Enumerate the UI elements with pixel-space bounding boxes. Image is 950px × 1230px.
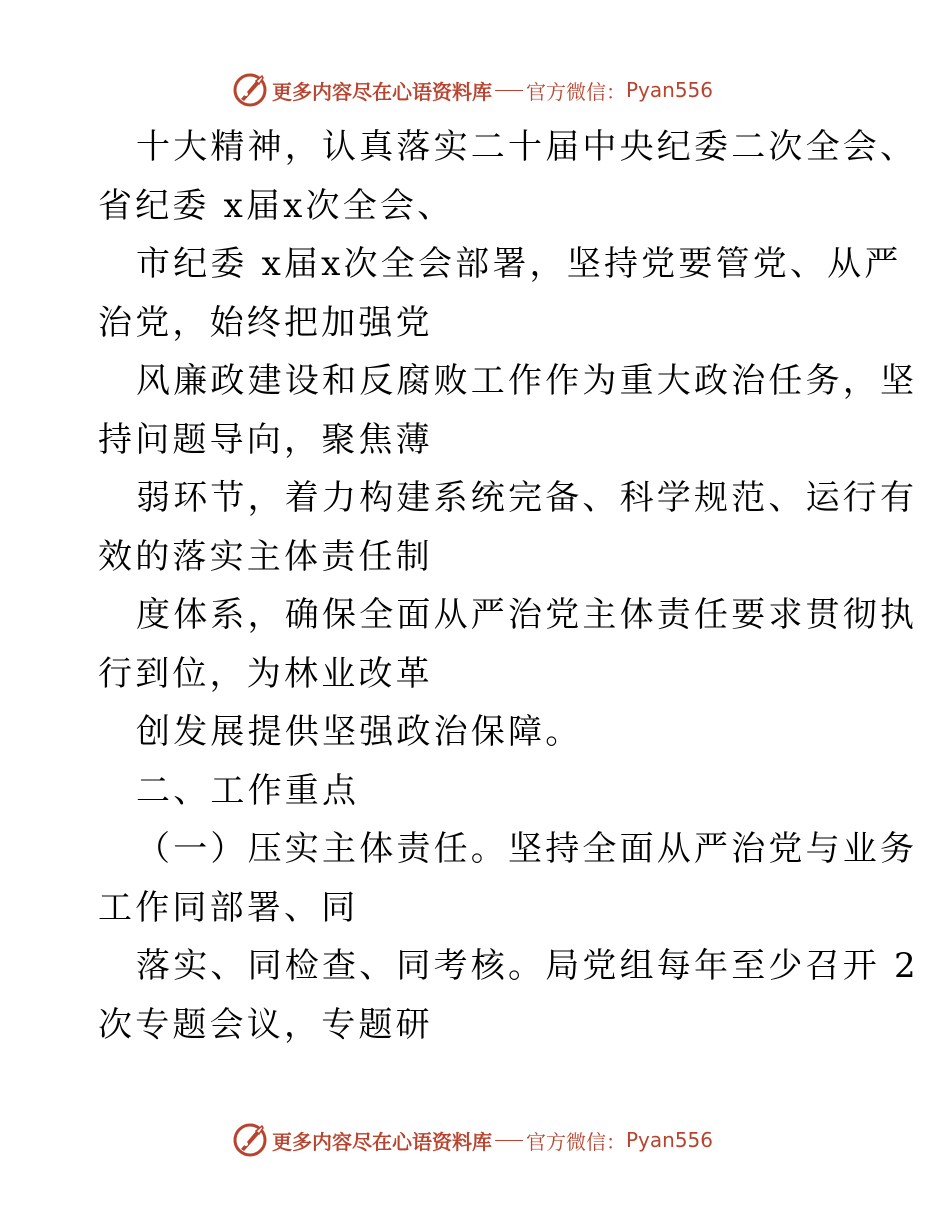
text-line: 风廉政建设和反腐败工作作为重大政治任务，坚 bbox=[136, 361, 918, 401]
text-line: 弱环节，着力构建系统完备、科学规范、运行有 bbox=[136, 478, 918, 518]
text-line: 治党，始终把加强党 bbox=[98, 302, 433, 343]
document-body bbox=[98, 118, 919, 1054]
footer-watermark bbox=[232, 1122, 713, 1158]
watermark-official-label: 官方微信： bbox=[526, 79, 626, 104]
watermark-brand-text: 更多内容尽在心语资料库 bbox=[272, 79, 492, 104]
text-line: 十大精神，认真落实二十届中央纪委二次全会、 bbox=[136, 127, 918, 167]
watermark-account-id: Pyan556 bbox=[626, 78, 714, 102]
watermark-separator bbox=[495, 90, 523, 91]
watermark-separator bbox=[495, 1140, 523, 1141]
watermark-official-label: 官方微信： bbox=[526, 1129, 626, 1154]
text-line: 度体系，确保全面从严治党主体责任要求贯彻执 bbox=[136, 595, 918, 635]
text-line: 持问题导向，聚焦薄 bbox=[98, 419, 433, 460]
text-line: 效的落实主体责任制 bbox=[98, 536, 433, 577]
watermark-brand-text: 更多内容尽在心语资料库 bbox=[272, 1129, 492, 1154]
text-line: 行到位，为林业改革 bbox=[98, 653, 433, 694]
text-line: （一）压实主体责任。坚持全面从严治党与业务 bbox=[136, 829, 918, 869]
text-line: 创发展提供坚强政治保障。 bbox=[136, 712, 583, 752]
text-line: 省纪委 x届x次全会、 bbox=[98, 185, 455, 226]
text-line: 次专题会议，专题研 bbox=[98, 1004, 433, 1045]
quill-logo-icon bbox=[232, 72, 268, 108]
watermark-account-id: Pyan556 bbox=[626, 1128, 714, 1152]
text-line: 市纪委 x届x次全会部署，坚持党要管党、从严 bbox=[136, 244, 902, 284]
quill-logo-icon bbox=[232, 1122, 268, 1158]
header-watermark bbox=[232, 72, 713, 108]
text-line: 工作同部署、同 bbox=[98, 887, 359, 928]
section-heading: 二、工作重点 bbox=[136, 770, 360, 811]
text-line: 落实、同检查、同考核。局党组每年至少召开 2 bbox=[136, 946, 919, 986]
